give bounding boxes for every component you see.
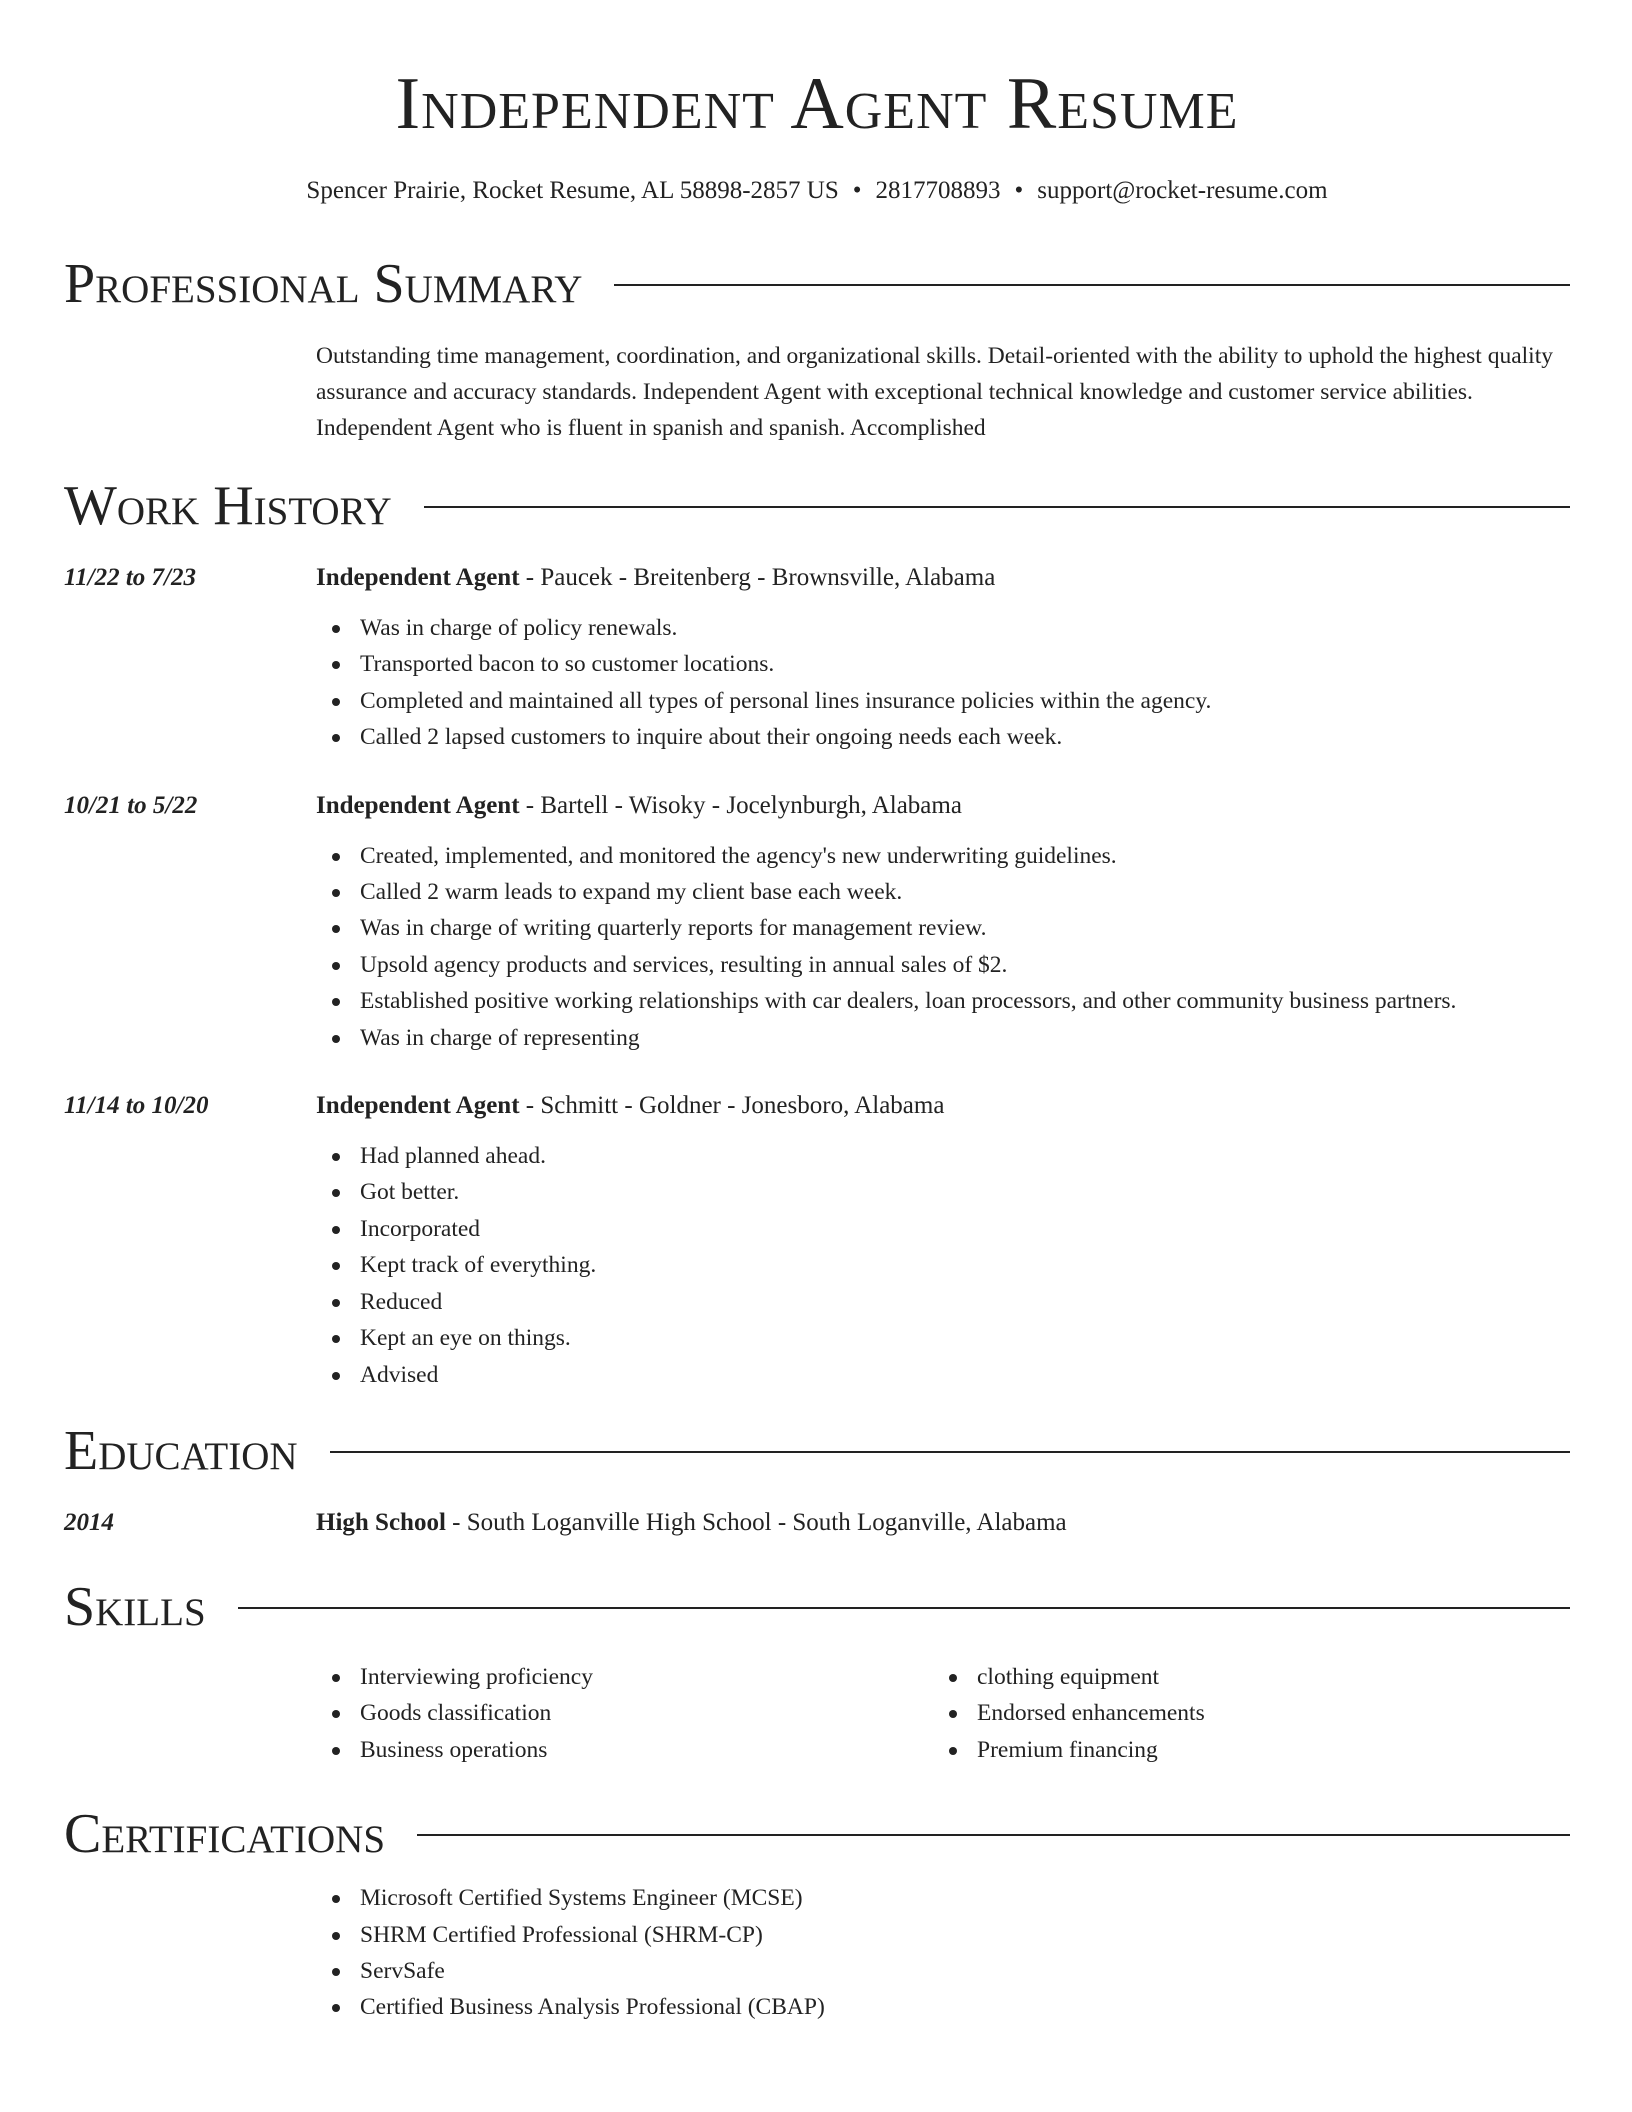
- job-title: Independent Agent: [316, 1092, 520, 1120]
- education-year: 2014: [64, 1508, 114, 1536]
- list-item: Interviewing proficiency: [316, 1659, 933, 1695]
- contact-line: [64, 174, 1570, 208]
- skills-column-right: [933, 1659, 1550, 1768]
- education-heading: Education: [64, 1419, 298, 1482]
- job-dates: 11/14 to 10/20: [64, 1092, 209, 1120]
- summary-section-header: [64, 252, 1570, 316]
- job-line: [316, 788, 1570, 824]
- list-item: Had planned ahead.: [316, 1138, 1570, 1174]
- resume-title: Independent Agent Resume: [395, 63, 1239, 145]
- education-details: - South Loganville High School - South Loganville, Alabama: [445, 1508, 1067, 1536]
- contact-separator: •: [852, 177, 862, 204]
- education-section-header: [64, 1419, 1570, 1483]
- list-item: ServSafe: [316, 1953, 1570, 1989]
- job-details: - Schmitt - Goldner - Jonesboro, Alabama: [519, 1092, 945, 1120]
- job-bullets: [316, 610, 1570, 756]
- list-item: Called 2 lapsed customers to inquire about their ongoing needs each week.: [316, 719, 1570, 755]
- certifications-heading: Certifications: [64, 1803, 386, 1866]
- section-divider: [238, 1607, 1570, 1609]
- job-entry: [64, 788, 1570, 1056]
- section-divider: [417, 1834, 1570, 1836]
- contact-address: Spencer Prairie, Rocket Resume, AL 58898-2857 US: [306, 177, 839, 204]
- list-item: Premium financing: [933, 1732, 1550, 1768]
- list-item: Endorsed enhancements: [933, 1695, 1550, 1731]
- skills-column-left: [316, 1659, 933, 1768]
- summary-text: Outstanding time management, coordination, and organizational skills. Detail-oriented with the ability to uphold the highest quality assurance and accuracy standards. Independent Agent with exceptional technical knowledge and customer service abilities. Independent Agent who is fluent in spanish and spanish. Accomplished: [316, 343, 1553, 441]
- contact-separator: •: [1014, 177, 1024, 204]
- job-body: [316, 1088, 1570, 1393]
- job-dates: 10/21 to 5/22: [64, 791, 198, 819]
- job-list: [64, 560, 1570, 1393]
- job-line: [316, 1088, 1570, 1124]
- list-item: Was in charge of writing quarterly reports for management review.: [316, 910, 1570, 946]
- list-item: Created, implemented, and monitored the agency's new underwriting guidelines.: [316, 838, 1570, 874]
- certifications-section-header: [64, 1802, 1570, 1866]
- job-title: Independent Agent: [316, 564, 520, 591]
- resume-page: [64, 0, 1570, 2026]
- list-item: Called 2 warm leads to expand my client base each week.: [316, 874, 1570, 910]
- section-divider: [614, 284, 1570, 286]
- list-item: Goods classification: [316, 1695, 933, 1731]
- job-title: Independent Agent: [316, 791, 520, 819]
- list-item: Certified Business Analysis Professional (CBAP): [316, 1989, 1570, 2025]
- list-item: Kept track of everything.: [316, 1247, 1570, 1283]
- list-item: Incorporated: [316, 1211, 1570, 1247]
- job-dates: 11/22 to 7/23: [64, 564, 196, 591]
- list-item: clothing equipment: [933, 1659, 1550, 1695]
- job-body: [316, 560, 1570, 756]
- list-item: Was in charge of policy renewals.: [316, 610, 1570, 646]
- list-item: Upsold agency products and services, resulting in annual sales of $2.: [316, 947, 1570, 983]
- list-item: Completed and maintained all types of personal lines insurance policies within the agency.: [316, 683, 1570, 719]
- list-item: SHRM Certified Professional (SHRM-CP): [316, 1917, 1570, 1953]
- list-item: Advised: [316, 1357, 1570, 1393]
- list-item: Business operations: [316, 1732, 933, 1768]
- education-degree: High School: [316, 1508, 446, 1536]
- section-divider: [330, 1451, 1570, 1453]
- job-bullets: [316, 838, 1570, 1056]
- work-heading: Work History: [64, 475, 392, 537]
- list-item: Reduced: [316, 1284, 1570, 1320]
- job-details: - Paucek - Breitenberg - Brownsville, Alabama: [519, 564, 996, 591]
- list-item: Transported bacon to so customer locations.: [316, 646, 1570, 682]
- section-divider: [424, 506, 1570, 508]
- education-entry: [64, 1505, 1570, 1541]
- job-entry: [64, 560, 1570, 756]
- work-section-header: [64, 474, 1570, 538]
- contact-phone: 2817708893: [875, 177, 1001, 204]
- education-line: [316, 1505, 1570, 1541]
- summary-heading: Professional Summary: [64, 253, 583, 315]
- skills-grid: [316, 1659, 1570, 1768]
- contact-email: support@rocket-resume.com: [1037, 177, 1328, 204]
- job-details: - Bartell - Wisoky - Jocelynburgh, Alabama: [519, 791, 962, 819]
- job-body: [316, 788, 1570, 1056]
- job-line: [316, 560, 1570, 596]
- list-item: Kept an eye on things.: [316, 1320, 1570, 1356]
- list-item: Microsoft Certified Systems Engineer (MCSE): [316, 1880, 1570, 1916]
- certifications-list: [316, 1880, 1570, 2026]
- skills-section-header: [64, 1575, 1570, 1639]
- list-item: Was in charge of representing: [316, 1020, 1570, 1056]
- skills-heading: Skills: [64, 1575, 206, 1638]
- list-item: Established positive working relationships with car dealers, loan processors, and other community business partners.: [316, 983, 1570, 1019]
- job-bullets: [316, 1138, 1570, 1393]
- list-item: Got better.: [316, 1174, 1570, 1210]
- job-entry: [64, 1088, 1570, 1393]
